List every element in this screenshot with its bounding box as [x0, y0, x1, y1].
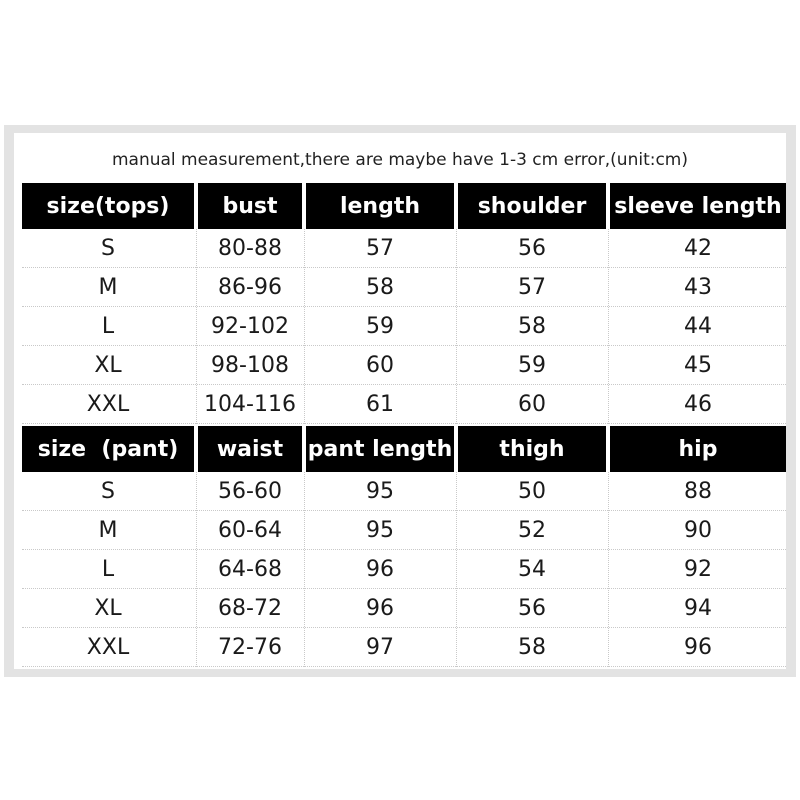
pants-length-cell: 96	[366, 595, 394, 621]
pants-hip-cell: 88	[684, 478, 712, 504]
tops-size-table	[22, 183, 786, 424]
pants-length-cell: 95	[366, 478, 394, 504]
pants-waist-cell: 68-72	[218, 595, 282, 621]
table-row	[22, 589, 786, 628]
tops-length-cell: 58	[366, 274, 394, 300]
tops-bust-cell: 104-116	[204, 391, 296, 417]
pants-header-pant-length: pant length	[306, 426, 454, 472]
pants-hip-cell: 90	[684, 517, 712, 543]
tops-size-cell: XL	[94, 352, 122, 378]
pants-length-cell: 95	[366, 517, 394, 543]
tops-size-cell: S	[101, 235, 115, 261]
pants-hip-cell: 94	[684, 595, 712, 621]
pants-size-table	[22, 426, 786, 667]
table-row	[22, 346, 786, 385]
tops-header-row	[22, 183, 786, 229]
tops-size-cell: L	[101, 313, 115, 339]
tops-sleeve-length-cell: 43	[684, 274, 712, 300]
pants-header-row	[22, 426, 786, 472]
tops-shoulder-cell: 59	[518, 352, 546, 378]
tops-shoulder-cell: 57	[518, 274, 546, 300]
tops-header-bust: bust	[198, 183, 302, 229]
table-row	[22, 229, 786, 268]
pants-length-cell: 97	[366, 634, 394, 660]
pants-size-cell: XXL	[86, 634, 130, 660]
tops-length-cell: 60	[366, 352, 394, 378]
measurement-note: manual measurement,there are maybe have 1-3 cm error,(unit:cm)	[111, 150, 689, 170]
pants-thigh-cell: 50	[518, 478, 546, 504]
tops-body	[22, 229, 786, 424]
pants-body	[22, 472, 786, 667]
pants-thigh-cell: 54	[518, 556, 546, 582]
size-chart-frame	[4, 125, 796, 677]
tops-shoulder-cell: 60	[518, 391, 546, 417]
pants-thigh-cell: 52	[518, 517, 546, 543]
table-row	[22, 268, 786, 307]
tops-sleeve-length-cell: 44	[684, 313, 712, 339]
tops-header-size: size(tops)	[22, 183, 194, 229]
tops-bust-cell: 86-96	[218, 274, 282, 300]
tops-bust-cell: 98-108	[211, 352, 289, 378]
pants-length-cell: 96	[366, 556, 394, 582]
tops-size-cell: XXL	[86, 391, 130, 417]
table-row	[22, 472, 786, 511]
table-row	[22, 307, 786, 346]
tops-shoulder-cell: 56	[518, 235, 546, 261]
tops-shoulder-cell: 58	[518, 313, 546, 339]
tops-size-cell: M	[98, 274, 118, 300]
pants-size-cell: S	[101, 478, 115, 504]
table-row	[22, 628, 786, 667]
pants-header-thigh: thigh	[458, 426, 606, 472]
pants-size-cell: XL	[94, 595, 122, 621]
pants-size-cell: L	[101, 556, 115, 582]
pants-hip-cell: 92	[684, 556, 712, 582]
pants-thigh-cell: 58	[518, 634, 546, 660]
pants-waist-cell: 60-64	[218, 517, 282, 543]
tops-length-cell: 57	[366, 235, 394, 261]
pants-waist-cell: 56-60	[218, 478, 282, 504]
tops-bust-cell: 92-102	[211, 313, 289, 339]
tops-header-sleeve-length: sleeve length	[610, 183, 786, 229]
tops-sleeve-length-cell: 46	[684, 391, 712, 417]
tops-sleeve-length-cell: 45	[684, 352, 712, 378]
tops-header-length: length	[306, 183, 454, 229]
pants-header-size: size (pant)	[22, 426, 194, 472]
pants-thigh-cell: 56	[518, 595, 546, 621]
table-row	[22, 550, 786, 589]
tops-header-shoulder: shoulder	[458, 183, 606, 229]
size-chart-panel	[14, 133, 786, 669]
table-row	[22, 511, 786, 550]
table-row	[22, 385, 786, 424]
pants-size-cell: M	[98, 517, 118, 543]
tops-sleeve-length-cell: 42	[684, 235, 712, 261]
pants-waist-cell: 64-68	[218, 556, 282, 582]
pants-header-waist: waist	[198, 426, 302, 472]
pants-waist-cell: 72-76	[218, 634, 282, 660]
pants-header-hip: hip	[610, 426, 786, 472]
tops-bust-cell: 80-88	[218, 235, 282, 261]
tops-length-cell: 59	[366, 313, 394, 339]
pants-hip-cell: 96	[684, 634, 712, 660]
tops-length-cell: 61	[366, 391, 394, 417]
